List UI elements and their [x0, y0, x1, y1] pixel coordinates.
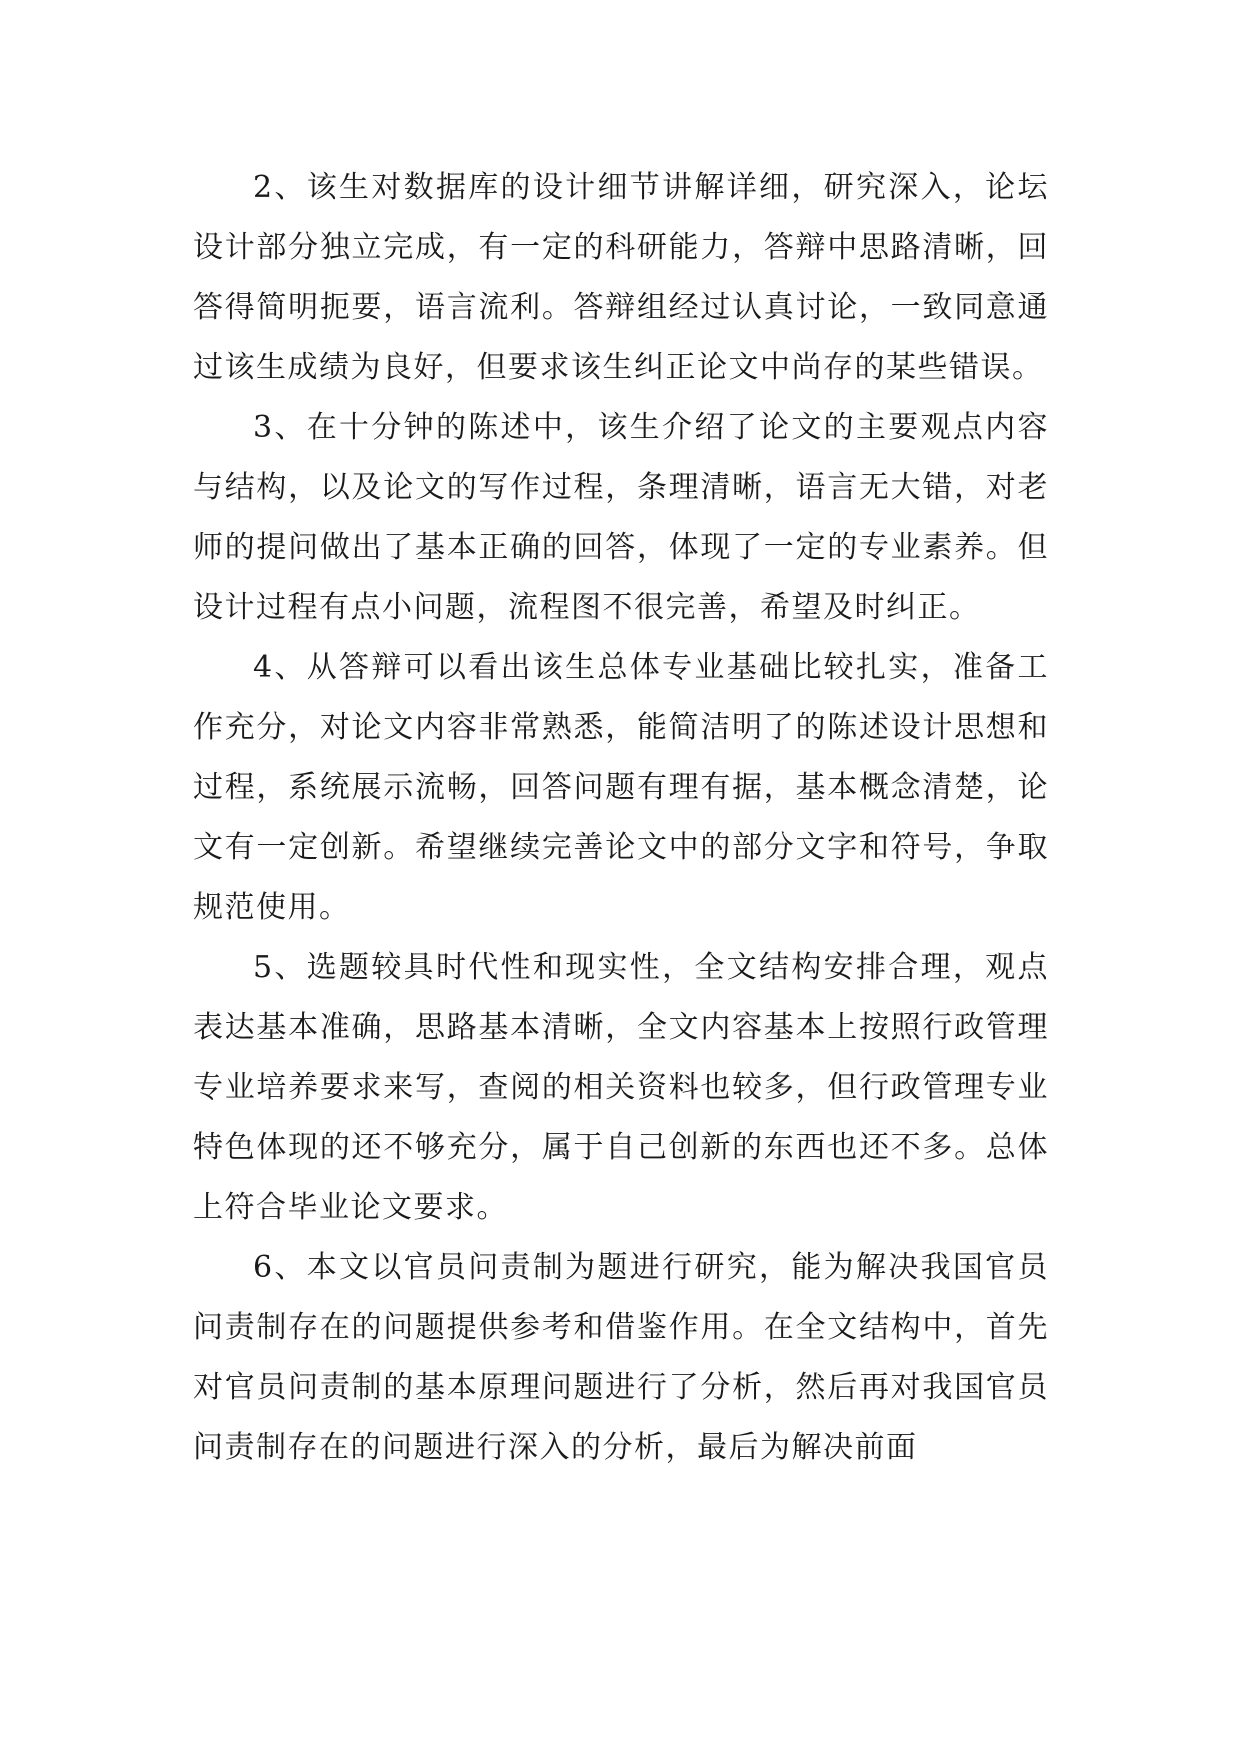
paragraph-3: 3、在十分钟的陈述中，该生介绍了论文的主要观点内容与结构，以及论文的写作过程，条理清晰，语言无大错，对老师的提问做出了基本正确的回答，体现了一定的专业素养。但设计过程有点小问题，流程图不很完善，希望及时纠正。 — [193, 410, 1049, 625]
paragraph-6: 6、本文以官员问责制为题进行研究，能为解决我国官员问责制存在的问题提供参考和借鉴作用。在全文结构中，首先对官员问责制的基本原理问题进行了分析，然后再对我国官员问责制存在的问题进行深入的分析，最后为解决前面 — [193, 1250, 1049, 1465]
paragraph-2: 2、该生对数据库的设计细节讲解详细，研究深入，论坛设计部分独立完成，有一定的科研能力，答辩中思路清晰，回答得简明扼要，语言流利。答辩组经过认真讨论，一致同意通过该生成绩为良好，但要求该生纠正论文中尚存的某些错误。 — [193, 170, 1049, 385]
paragraph-5: 5、选题较具时代性和现实性，全文结构安排合理，观点表达基本准确，思路基本清晰，全文内容基本上按照行政管理专业培养要求来写，查阅的相关资料也较多，但行政管理专业特色体现的还不够充分，属于自己创新的东西也还不多。总体上符合毕业论文要求。 — [193, 950, 1049, 1225]
paragraph-4: 4、从答辩可以看出该生总体专业基础比较扎实，准备工作充分，对论文内容非常熟悉，能简洁明了的陈述设计思想和过程，系统展示流畅，回答问题有理有据，基本概念清楚，论文有一定创新。希望继续完善论文中的部分文字和符号，争取规范使用。 — [193, 650, 1049, 925]
document-body — [193, 158, 1049, 1478]
